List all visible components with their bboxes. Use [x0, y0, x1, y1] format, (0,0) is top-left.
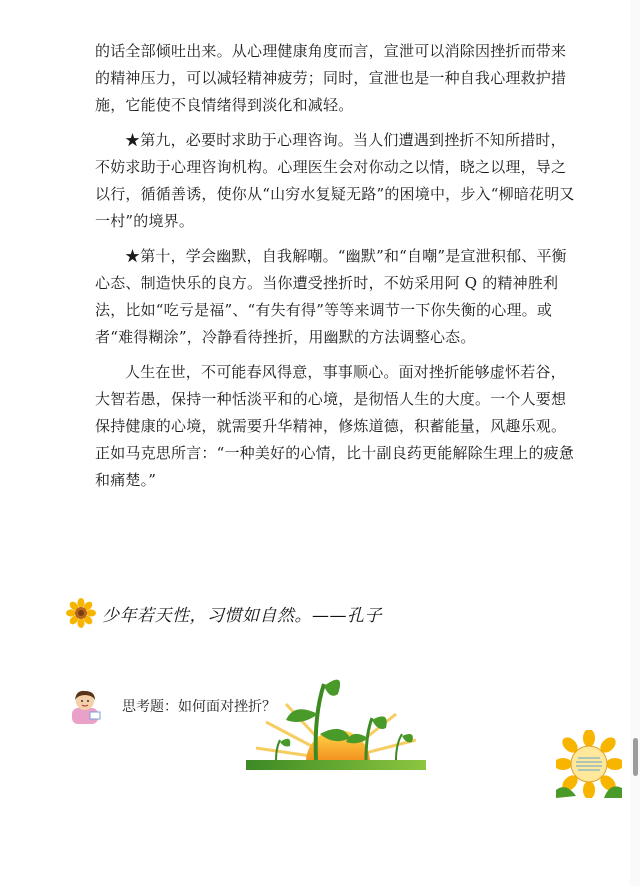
- quote-text: 少年若天性，习惯如自然。——孔子: [102, 605, 382, 626]
- paragraph-ninth-tip: ★第九，必要时求助于心理咨询。当人们遭遇到挫折不知所措时，不妨求助于心理咨询机构。心理医生会对你动之以情，晓之以理，导之以行，循循善诱，使你从“山穷水复疑无路”的困境中，步入“柳暗花明又一村”的境界。: [95, 131, 575, 230]
- sunflower-icon: [66, 598, 96, 628]
- student-avatar-icon: [66, 688, 104, 724]
- sprouts-sunrise-illustration: [246, 664, 426, 776]
- vertical-scrollbar[interactable]: [630, 0, 640, 886]
- paragraph-conclusion: 人生在世，不可能春风得意，事事顺心。面对挫折能够虚怀若谷，大智若愚，保持一种恬淡平和的心境，是彻悟人生的大度。一个人要想保持健康的心境，就需要升华精神，修炼道德，积蓄能量，风趣乐观。正如马克思所言：“一种美好的心情，比十副良药更能解除生理上的疲惫和痛楚。”: [95, 363, 575, 489]
- quote-row: [66, 597, 486, 629]
- article-body: [95, 38, 575, 502]
- paragraph-tenth-tip: ★第十，学会幽默，自我解嘲。“幽默”和“自嘲”是宣泄积郁、平衡心态、制造快乐的良方。当你遭受挫折时，不妨采用阿 Q 的精神胜利法，比如“吃亏是福”、“有失有得”等等来调节一下你失衡的心理。或者“难得糊涂”，冷静看待挫折，用幽默的方法调整心态。: [95, 247, 567, 346]
- scrollbar-thumb[interactable]: [633, 738, 638, 776]
- paragraph-venting: 的话全部倾吐出来。从心理健康角度而言，宣泄可以消除因挫折而带来的精神压力，可以减轻精神疲劳；同时，宣泄也是一种自我心理救护措施，它能使不良情绪得到淡化和减轻。: [95, 42, 567, 114]
- thinking-question: 思考题：如何面对挫折？: [122, 699, 276, 715]
- sunflower-card-illustration: [556, 730, 622, 798]
